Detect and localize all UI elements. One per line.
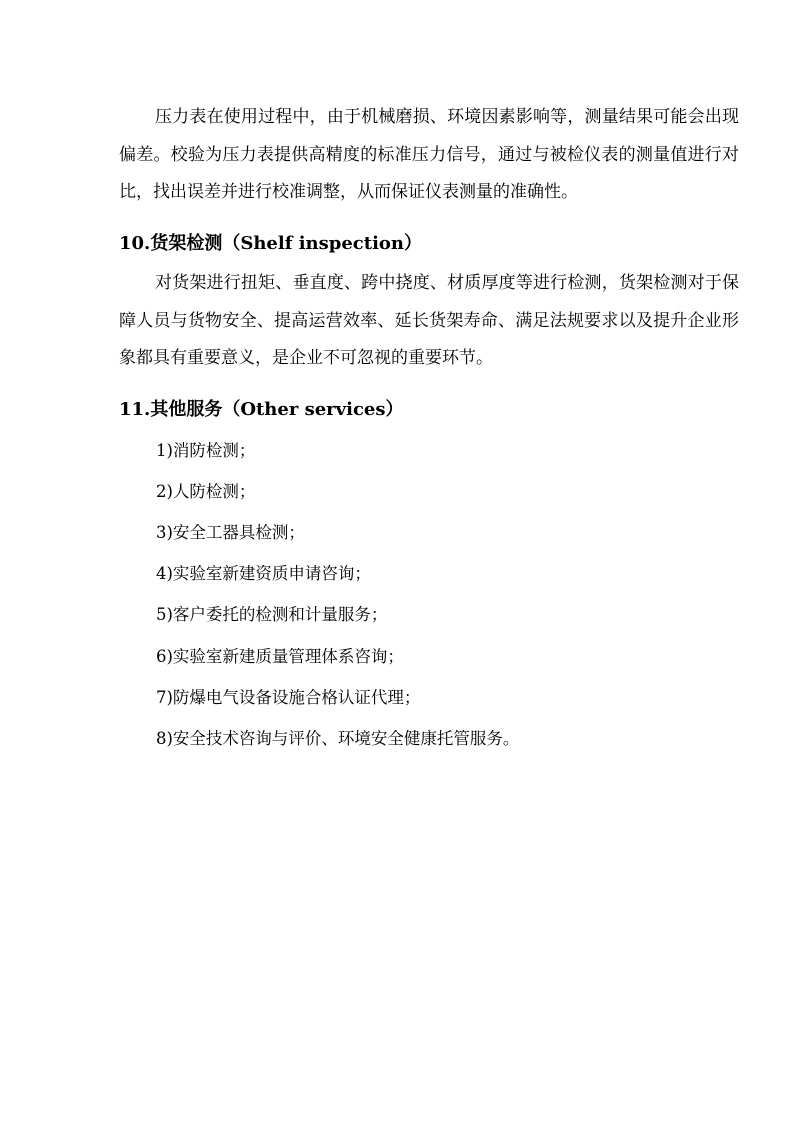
section-heading-other-services: 11.其他服务（Other services）: [119, 399, 404, 420]
list-item: 4)实验室新建资质申请咨询；: [156, 564, 371, 583]
shelf-inspection-paragraph: 对货架进行扭矩、垂直度、跨中挠度、材质厚度等进行检测，货架检测对于保障人员与货物安全、提高运营效率、延长货架寿命、满足法规要求以及提升企业形象都具有重要意义，是企业不可忽视的重要环节。: [119, 273, 739, 368]
list-item: 6)实验室新建质量管理体系咨询；: [156, 647, 404, 666]
list-item: 5)客户委托的检测和计量服务；: [156, 605, 388, 624]
list-item: 2)人防检测；: [156, 482, 256, 501]
section-heading-shelf-inspection: 10.货架检测（Shelf inspection）: [119, 233, 423, 254]
pressure-gauge-paragraph: 压力表在使用过程中，由于机械磨损、环境因素影响等，测量结果可能会出现偏差。校验为压力表提供高精度的标准压力信号，通过与被检仪表的测量值进行对比，找出误差并进行校准调整，从而保证仪表测量的准确性。: [119, 107, 739, 202]
list-item: 8)安全技术咨询与评价、环境安全健康托管服务。: [156, 729, 520, 748]
list-item: 3)安全工器具检测；: [156, 523, 305, 542]
list-item: 7)防爆电气设备设施合格认证代理；: [156, 688, 421, 707]
list-item: 1)消防检测；: [156, 441, 256, 460]
